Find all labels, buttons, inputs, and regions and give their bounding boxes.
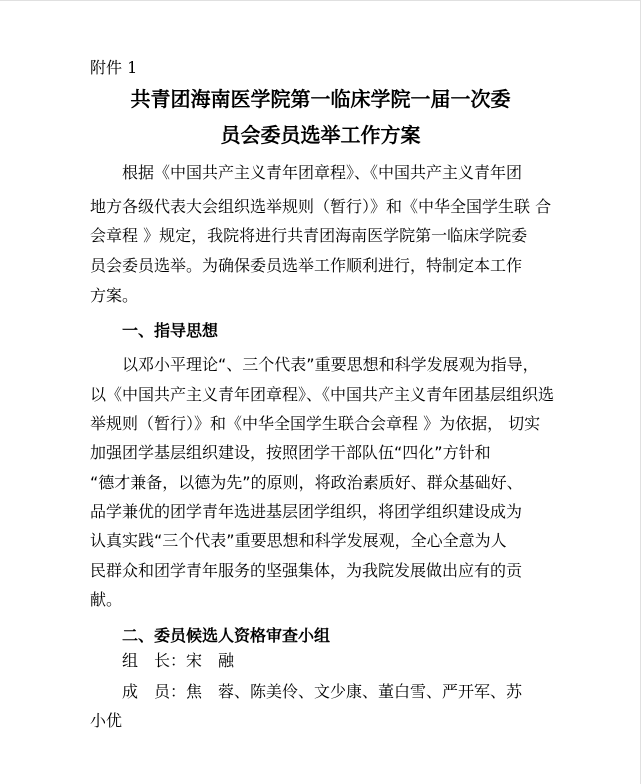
section-2-heading: 二、委员候选人资格审查小组: [122, 626, 331, 645]
section-1-heading: 一、指导思想: [122, 321, 219, 340]
section-1-line: 加强团学基层组织建设，按照团学干部队伍“四化”方针和: [90, 443, 491, 462]
group-members-line: 成 员：焦 蓉、陈美伶、文少康、董白雪、严开军、苏: [122, 682, 523, 701]
group-leader-line: 组 长：宋 融: [122, 651, 235, 670]
section-1-line: 献。: [90, 590, 123, 609]
intro-line: 方案。: [90, 286, 139, 305]
section-1-line: 认真实践“三个代表”重要思想和科学发展观，全心全意为人: [90, 531, 507, 550]
section-1-line: 品学兼优的团学青年选进基层团学组织，将团学组织建设成为: [90, 502, 523, 521]
group-members-line: 小优: [90, 711, 123, 730]
document-title-line-1: 共青团海南医学院第一临床学院一届一次委: [130, 87, 511, 111]
section-1-line: 举规则（暂行）》和《中华全国学生联合会章程 》为依据， 切实: [90, 414, 541, 433]
section-1-line: 民群众和团学青年服务的坚强集体，为我院发展做出应有的贡: [90, 561, 523, 580]
section-1-line: 以邓小平理论“、三个代表”重要思想和科学发展观为指导，: [122, 355, 539, 374]
section-1-line: “德才兼备，以德为先”的原则，将政治素质好、群众基础好、: [90, 473, 523, 492]
intro-line: 地方各级代表大会组织选举规则（暂行）》和《中华全国学生联 合: [90, 197, 552, 216]
intro-line: 根据《中国共产主义青年团章程》、《中国共产主义青年团: [122, 163, 523, 182]
section-1-line: 以《中国共产主义青年团章程》、《中国共产主义青年团基层组织选: [90, 385, 555, 404]
document-title-line-2: 员会委员选举工作方案: [220, 123, 421, 147]
intro-line: 会章程 》规定，我院将进行共青团海南医学院第一临床学院委: [90, 226, 528, 245]
page-border-top: [0, 0, 641, 1]
intro-line: 员会委员选举。为确保委员选举工作顺利进行，特制定本工作: [90, 256, 523, 275]
attachment-label: 附件 1: [90, 58, 138, 77]
